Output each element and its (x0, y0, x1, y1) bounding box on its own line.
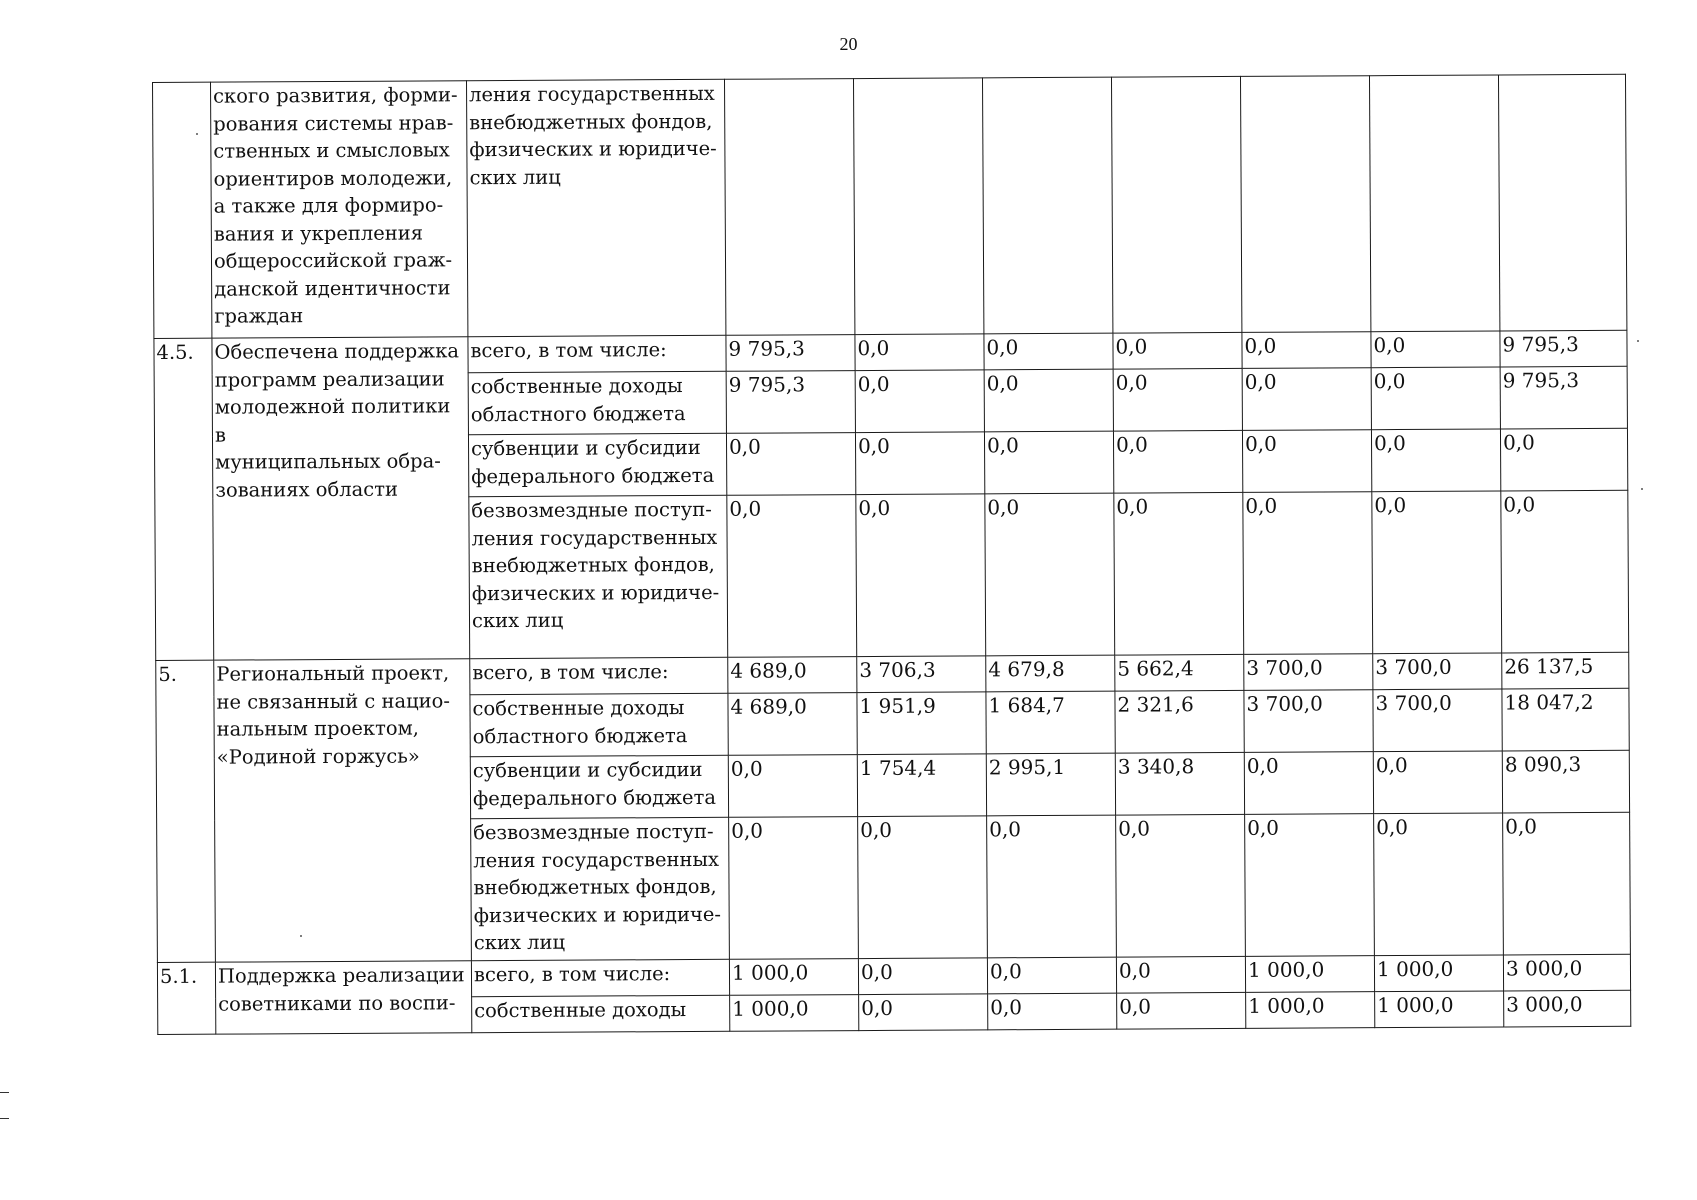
scan-speck (196, 133, 198, 135)
year-value: 0,0 (1372, 491, 1502, 654)
year-value: 3 700,0 (1244, 654, 1373, 691)
year-value: 0,0 (1244, 752, 1373, 815)
year-value: 0,0 (1242, 368, 1371, 431)
year-value: 4 689,0 (728, 657, 857, 694)
year-value: 0,0 (984, 333, 1113, 370)
funding-source: безвозмездные поступ- ления государственных внебюджетных фондов, физических и юридиче- ских лиц (469, 495, 728, 658)
year-value: 0,0 (858, 816, 988, 959)
year-value: 0,0 (858, 958, 987, 995)
row-index: 5.1. (157, 962, 215, 1034)
year-value: 0,0 (1371, 331, 1500, 368)
year-value: 0,0 (1373, 751, 1502, 814)
measure-name: Поддержка реализации советниками по воспи- (215, 961, 471, 1034)
year-value: 0,0 (1374, 813, 1504, 956)
scan-speck (1641, 488, 1643, 490)
total-value: 0,0 (1500, 428, 1627, 491)
year-value: 0,0 (855, 334, 984, 371)
year-value: 0,0 (1116, 956, 1245, 993)
year-value: 0,0 (1371, 367, 1500, 430)
funding-source: ления государственных внебюджетных фондов, физических и юридиче- ских лиц (466, 79, 725, 336)
year-value: 1 000,0 (730, 995, 859, 1032)
year-value (1369, 75, 1499, 332)
year-value (853, 78, 983, 335)
funding-source: всего, в том числе: (471, 959, 729, 996)
year-value: 0,0 (1245, 814, 1375, 957)
year-value: 0,0 (1113, 332, 1242, 369)
total-value: 9 795,3 (1500, 330, 1627, 367)
year-value: 0,0 (1243, 492, 1373, 655)
year-value: 0,0 (987, 815, 1117, 958)
funding-source: всего, в том числе: (468, 335, 726, 372)
year-value: 4 679,8 (986, 655, 1115, 692)
year-value: 0,0 (1116, 814, 1246, 957)
year-value: 1 000,0 (729, 959, 858, 996)
year-value: 9 795,3 (726, 335, 855, 372)
budget-table-body (153, 74, 1631, 1034)
total-value (1498, 74, 1626, 331)
row-index: 4.5. (154, 338, 214, 660)
funding-source: безвозмездные поступ- ления государственных внебюджетных фондов, физических и юридиче- ских лиц (471, 817, 730, 960)
year-value: 0,0 (728, 755, 857, 818)
year-value: 0,0 (726, 433, 855, 496)
year-value: 3 700,0 (1373, 653, 1502, 690)
total-value: 0,0 (1503, 812, 1631, 955)
row-index (153, 82, 212, 338)
year-value: 1 000,0 (1246, 992, 1375, 1029)
year-value: 1 000,0 (1245, 956, 1374, 993)
year-value: 3 340,8 (1115, 752, 1244, 815)
year-value: 0,0 (856, 494, 986, 657)
funding-source: субвенции и субсидии федерального бюджета (468, 433, 726, 496)
scan-edge-mark (0, 1118, 9, 1119)
year-value: 0,0 (1242, 430, 1371, 493)
year-value: 0,0 (855, 370, 984, 433)
measure-name: Региональный проект, не связанный с нацио- нальным проектом, «Родиной горжусь» (214, 659, 472, 962)
page-number: 20 (839, 34, 858, 54)
total-value: 8 090,3 (1502, 750, 1629, 813)
year-value: 1 754,4 (857, 754, 986, 817)
scan-speck (1637, 340, 1639, 342)
year-value (982, 77, 1112, 334)
year-value: 1 684,7 (986, 691, 1115, 754)
funding-source: субвенции и субсидии федерального бюджета (470, 755, 728, 818)
year-value: 1 000,0 (1374, 955, 1503, 992)
year-value: 3 706,3 (857, 656, 986, 693)
measure-name: ского развития, форми- рования системы нрав- ственных и смысловых ориентиров молодежи, а также для формиро- вания и укрепления общероссийской граж- данской идентичности граждан (211, 81, 468, 338)
year-value: 0,0 (727, 495, 857, 658)
scan-edge-mark (0, 1092, 9, 1093)
funding-source: собственные доходы (472, 995, 730, 1032)
year-value: 0,0 (984, 369, 1113, 432)
table-row (153, 74, 1627, 338)
scan-speck (300, 935, 302, 937)
year-value: 9 795,3 (726, 371, 855, 434)
year-value: 0,0 (855, 432, 984, 495)
funding-source: всего, в том числе: (470, 657, 728, 694)
total-value: 3 000,0 (1504, 990, 1631, 1027)
year-value: 0,0 (985, 493, 1115, 656)
year-value: 1 951,9 (857, 692, 986, 755)
year-value: 0,0 (729, 817, 859, 960)
year-value: 0,0 (859, 994, 988, 1031)
year-value: 3 700,0 (1373, 689, 1502, 752)
year-value: 0,0 (984, 431, 1113, 494)
year-value (724, 79, 854, 336)
year-value: 4 689,0 (728, 693, 857, 756)
year-value: 2 995,1 (986, 753, 1115, 816)
year-value: 0,0 (1371, 429, 1500, 492)
total-value: 18 047,2 (1502, 688, 1629, 751)
budget-table-container (152, 74, 1631, 1035)
total-value: 26 137,5 (1502, 652, 1629, 689)
year-value: 1 000,0 (1375, 991, 1504, 1028)
year-value (1240, 76, 1370, 333)
total-value: 0,0 (1501, 490, 1629, 653)
year-value: 0,0 (1242, 332, 1371, 369)
year-value: 5 662,4 (1115, 654, 1244, 691)
year-value: 0,0 (987, 957, 1116, 994)
year-value: 2 321,6 (1115, 690, 1244, 753)
measure-name: Обеспечена поддержка программ реализации молодежной политики в муниципальных обра- зованиях области (212, 337, 470, 660)
year-value: 3 700,0 (1244, 690, 1373, 753)
year-value: 0,0 (1114, 492, 1244, 655)
total-value: 3 000,0 (1503, 954, 1630, 991)
row-index: 5. (156, 660, 216, 962)
funding-source: собственные доходы областного бюджета (468, 371, 726, 434)
year-value: 0,0 (1113, 430, 1242, 493)
year-value: 0,0 (988, 993, 1117, 1030)
year-value: 0,0 (1117, 992, 1246, 1029)
funding-source: собственные доходы областного бюджета (470, 693, 728, 756)
year-value (1111, 76, 1241, 333)
total-value: 9 795,3 (1500, 366, 1627, 429)
year-value: 0,0 (1113, 368, 1242, 431)
budget-table (152, 74, 1631, 1035)
